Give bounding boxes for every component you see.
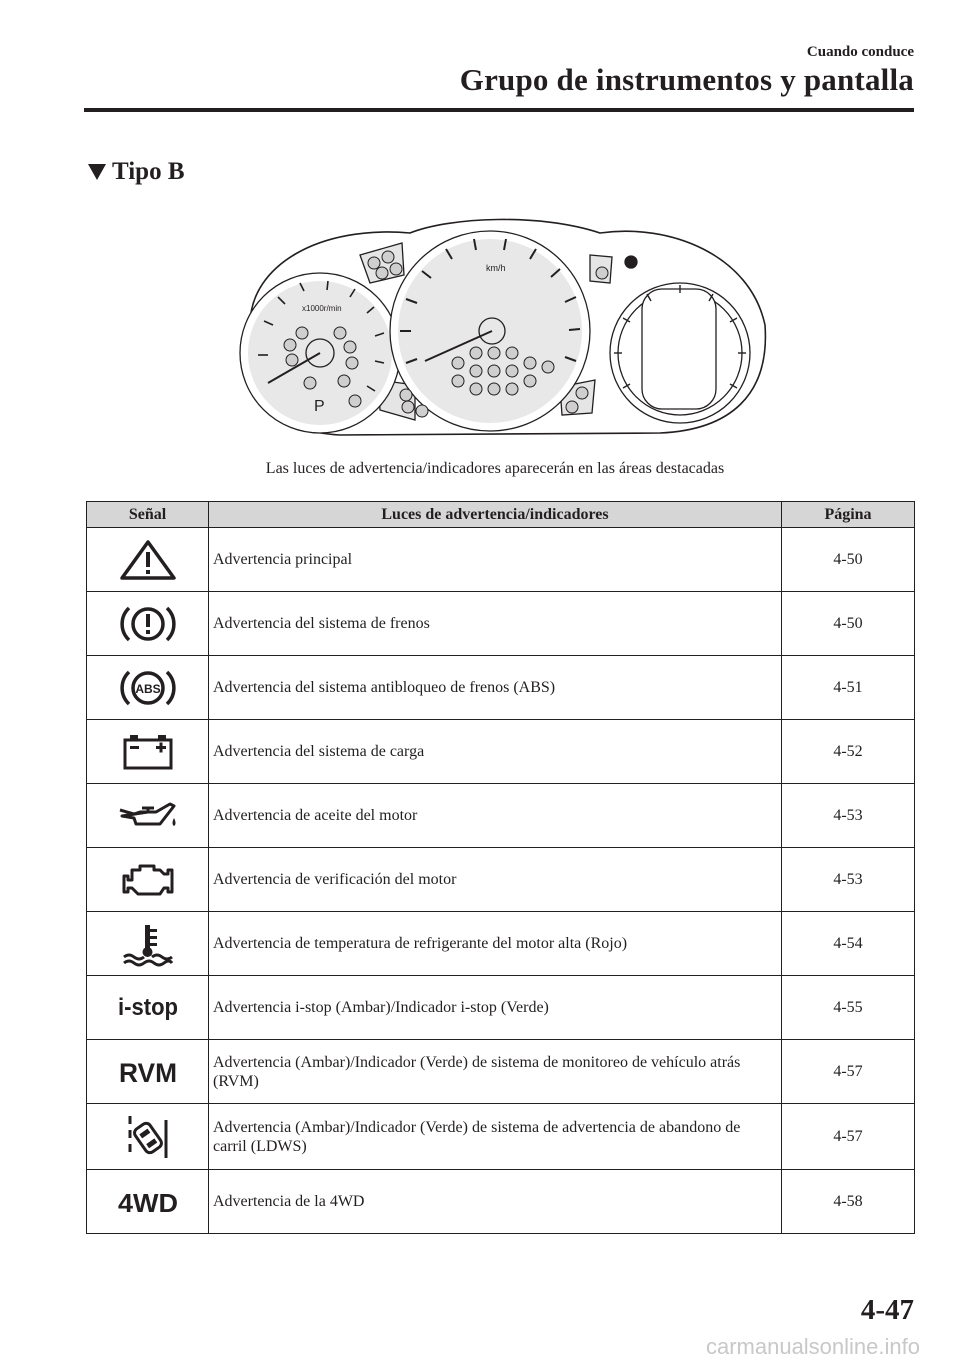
row-description: Advertencia i-stop (Ambar)/Indicador i-stop (Verde) bbox=[209, 976, 782, 1040]
row-page: 4-50 bbox=[782, 592, 915, 656]
table-row bbox=[87, 1170, 915, 1234]
section-title: Tipo B bbox=[112, 158, 185, 185]
figure-caption: Las luces de advertencia/indicadores aparecerán en las áreas destacadas bbox=[265, 460, 725, 477]
table-row bbox=[87, 1104, 915, 1170]
row-description: Advertencia principal bbox=[209, 528, 782, 592]
row-page: 4-58 bbox=[782, 1170, 915, 1234]
4wd-icon bbox=[113, 1182, 183, 1222]
row-description: Advertencia del sistema de carga bbox=[209, 720, 782, 784]
row-page: 4-52 bbox=[782, 720, 915, 784]
warning-lights-table bbox=[86, 501, 915, 1234]
table-row bbox=[87, 720, 915, 784]
istop-icon-text: i-stop bbox=[117, 993, 178, 1021]
row-page: 4-53 bbox=[782, 848, 915, 912]
master-warning-icon bbox=[118, 538, 178, 582]
instrument-cluster-illustration bbox=[210, 205, 780, 450]
row-page: 4-57 bbox=[782, 1040, 915, 1104]
row-page: 4-50 bbox=[782, 528, 915, 592]
4wd-icon-text: 4WD bbox=[117, 1187, 178, 1218]
row-page: 4-53 bbox=[782, 784, 915, 848]
header-rule bbox=[84, 108, 914, 112]
table-row bbox=[87, 976, 915, 1040]
table-row bbox=[87, 592, 915, 656]
svg-text:ABS: ABS bbox=[134, 681, 161, 696]
section-heading bbox=[88, 158, 185, 186]
row-description: Advertencia de aceite del motor bbox=[209, 784, 782, 848]
triangle-bullet-icon bbox=[88, 164, 106, 180]
header-title: Grupo de instrumentos y pantalla bbox=[459, 62, 914, 97]
row-description: Advertencia (Ambar)/Indicador (Verde) de sistema de advertencia de abandono de carril (LDWS) bbox=[209, 1104, 782, 1170]
gear-label: P bbox=[314, 398, 325, 415]
row-description: Advertencia del sistema antibloqueo de frenos (ABS) bbox=[209, 656, 782, 720]
row-page: 4-57 bbox=[782, 1104, 915, 1170]
row-description: Advertencia de verificación del motor bbox=[209, 848, 782, 912]
watermark: carmanualsonline.info bbox=[705, 1334, 920, 1359]
table-row bbox=[87, 784, 915, 848]
table-row bbox=[87, 1040, 915, 1104]
col-header-lights: Luces de advertencia/indicadores bbox=[209, 502, 782, 528]
table-row bbox=[87, 912, 915, 976]
col-header-signal: Señal bbox=[87, 502, 209, 528]
brake-warning-icon bbox=[118, 602, 178, 646]
row-description: Advertencia del sistema de frenos bbox=[209, 592, 782, 656]
table-row bbox=[87, 528, 915, 592]
abs-warning-icon bbox=[118, 666, 178, 710]
page-number: 4-47 bbox=[860, 1294, 914, 1326]
lane-departure-icon bbox=[118, 1112, 178, 1162]
row-description: Advertencia (Ambar)/Indicador (Verde) de sistema de monitoreo de vehículo atrás (RVM) bbox=[209, 1040, 782, 1104]
battery-icon bbox=[118, 730, 178, 774]
table-header-row bbox=[87, 502, 915, 528]
istop-icon bbox=[113, 988, 183, 1028]
oil-can-icon bbox=[116, 794, 180, 838]
check-engine-icon bbox=[116, 858, 180, 902]
col-header-page: Página bbox=[782, 502, 915, 528]
row-description: Advertencia de la 4WD bbox=[209, 1170, 782, 1234]
row-page: 4-51 bbox=[782, 656, 915, 720]
speed-label: km/h bbox=[486, 263, 506, 273]
row-page: 4-54 bbox=[782, 912, 915, 976]
header-subtitle: Cuando conduce bbox=[806, 44, 914, 60]
row-description: Advertencia de temperatura de refrigerante del motor alta (Rojo) bbox=[209, 912, 782, 976]
coolant-temp-icon bbox=[118, 921, 178, 967]
row-page: 4-55 bbox=[782, 976, 915, 1040]
table-row bbox=[87, 848, 915, 912]
rvm-icon-text: RVM bbox=[118, 1057, 177, 1088]
tach-label: x1000r/min bbox=[302, 304, 342, 313]
table-row bbox=[87, 656, 915, 720]
rvm-icon bbox=[113, 1052, 183, 1092]
